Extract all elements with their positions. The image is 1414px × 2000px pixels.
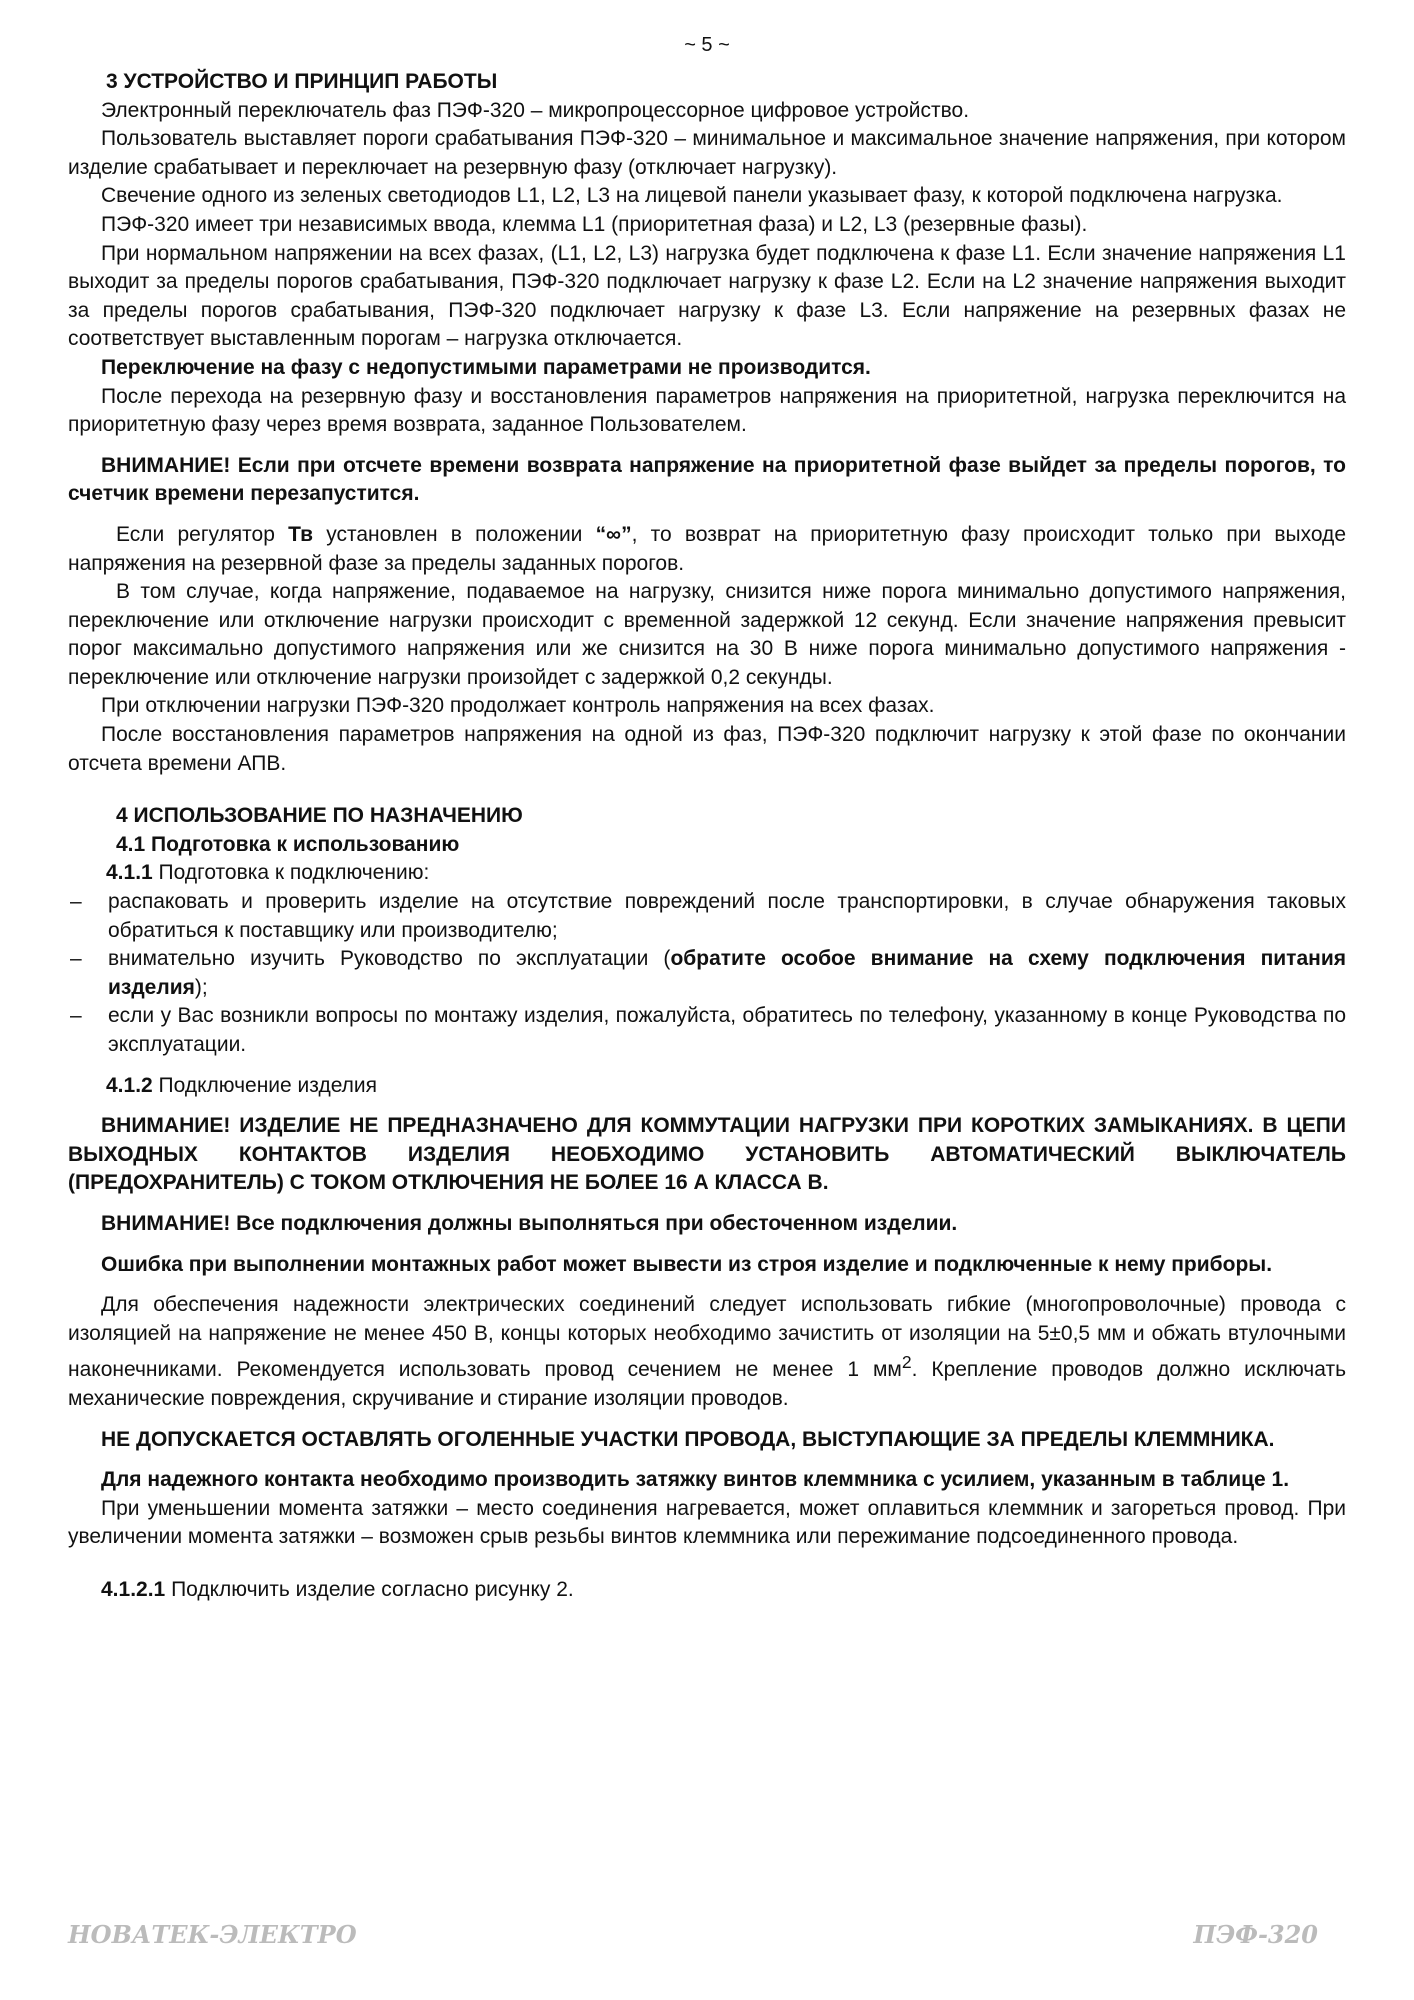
paragraph [68, 1112, 1346, 1198]
paragraph [68, 97, 1346, 126]
text-run: установлен в положении [313, 522, 596, 546]
paragraph [68, 521, 1346, 578]
text-run: При отключении нагрузки ПЭФ-320 продолжает контроль напряжения на всех фазах. [101, 694, 935, 718]
paragraph [68, 1072, 1346, 1101]
text-run: В том случае, когда напряжение, подаваемое на нагрузку, снизится ниже порога минимально допустимого напряжения, переключение или отключение нагрузки происходит с временной задержкой 12 секунд. Если значение напряжения превысит порог максимально допустимого напряжения или же снизится на 30 В ниже порога минимально допустимого напряжения - переключение или отключение нагрузки произойдет с задержкой 0,2 секунды. [68, 580, 1346, 689]
paragraph [68, 1426, 1346, 1455]
bold-text: 4.1.1 [106, 861, 153, 885]
paragraph [68, 692, 1346, 721]
bold-text: 4 ИСПОЛЬЗОВАНИЕ ПО НАЗНАЧЕНИЮ [116, 804, 523, 828]
bold-text: Для надежного контакта необходимо производить затяжку винтов клеммника с усилием, указанным в таблице 1. [101, 1468, 1290, 1492]
list-item-text [108, 1002, 1346, 1059]
list-item [68, 945, 1346, 1002]
text-run: При уменьшении момента затяжки – место соединения нагревается, может оплавиться клеммник и загореться провод. При увеличении момента затяжки – возможен срыв резьбы винтов клеммника или пережимание подсоединенного провода. [68, 1496, 1346, 1549]
section-heading [68, 68, 1346, 97]
footer-product: ПЭФ-320 [1193, 1920, 1318, 1949]
paragraph [68, 721, 1346, 778]
paragraph [68, 125, 1346, 182]
text-run: . Крепление проводов должно исключать механические повреждения, скручивание и стирание изоляции проводов. [68, 1358, 1347, 1410]
page-number: ~ 5 ~ [684, 34, 730, 56]
text-run: Подключение изделия [152, 1073, 378, 1097]
bold-text: 3 УСТРОЙСТВО И ПРИНЦИП РАБОТЫ [106, 70, 498, 93]
text-run: Свечение одного из зеленых светодиодов L1, L2, L3 на лицевой панели указывает фазу, к которой подключена нагрузка. [101, 184, 1283, 208]
list-bullet: – [70, 890, 82, 914]
paragraph [68, 1466, 1346, 1495]
text-run: После восстановления параметров напряжения на одной из фаз, ПЭФ-320 подключит нагрузку к этой фазе по окончании отсчета времени АПВ. [68, 723, 1346, 775]
paragraph [68, 1291, 1346, 1413]
text-run: Для обеспечения надежности электрических соединений следует использовать гибкие (многопроволочные) провода с изоляцией на напряжение не менее 450 В, концы которых необходимо зачистить от изоляции на 5±0,5 мм и обжать втулочными наконечниками. Рекомендуется использовать провод сечением не менее 1 мм [68, 1293, 1346, 1382]
text-run: если у Вас возникли вопросы по монтажу изделия, пожалуйста, обратитесь по телефону, указанному в конце Руководства по эксплуатации. [108, 1004, 1346, 1056]
paragraph [68, 1495, 1346, 1552]
bold-text: “∞” [595, 522, 632, 546]
bold-text: ВНИМАНИЕ! ИЗДЕЛИЕ НЕ ПРЕДНАЗНАЧЕНО ДЛЯ КОММУТАЦИИ НАГРУЗКИ ПРИ КОРОТКИХ ЗАМЫКАНИЯХ. В ЦЕПИ ВЫХОДНЫХ КОНТАКТОВ ИЗДЕЛИЯ НЕОБХОДИМО УСТАНОВИТЬ АВТОМАТИЧЕСКИЙ ВЫКЛЮЧАТЕЛЬ (ПРЕДОХРАНИТЕЛЬ) С ТОКОМ ОТКЛЮЧЕНИЯ НЕ БОЛЕЕ 16 А КЛАССА В. [68, 1114, 1346, 1195]
paragraph [68, 1576, 1346, 1605]
text-run: внимательно изучить Руководство по эксплуатации ( [108, 947, 671, 971]
paragraph [68, 1210, 1346, 1239]
text-run: ); [194, 975, 208, 999]
paragraph [68, 859, 1346, 888]
paragraph [68, 211, 1346, 240]
document-body [68, 68, 1346, 1605]
bold-text: 4.1.2.1 [101, 1577, 166, 1601]
bold-text: Тв [288, 522, 314, 546]
bold-text: 4.1 Подготовка к использованию [116, 832, 460, 856]
text-run: Пользователь выставляет пороги срабатывания ПЭФ-320 – минимальное и максимальное значение напряжения, при котором изделие срабатывает и переключает на резервную фазу (отключает нагрузку). [68, 127, 1346, 179]
bold-text: Переключение на фазу с недопустимыми параметрами не производится. [101, 355, 871, 379]
bold-text: обратите особое внимание на схему подключения питания изделия [108, 947, 1346, 999]
paragraph [68, 452, 1346, 509]
section-heading [68, 831, 1346, 860]
text-run: ПЭФ-320 имеет три независимых ввода, клемма L1 (приоритетная фаза) и L2, L3 (резервные фазы). [101, 212, 1088, 236]
paragraph [68, 240, 1346, 354]
text-run: При нормальном напряжении на всех фазах, (L1, L2, L3) нагрузка будет подключена к фазе L1. Если значение напряжения L1 выходит за пределы порогов срабатывания, ПЭФ-320 подключает нагрузку к фазе L2. Если на L2 значение напряжения выходит за пределы порогов срабатывания, ПЭФ-320 подключает нагрузку к фазе L3. Если напряжение на резервных фазах не соответствует выставленным порогам – нагрузка отключается. [68, 241, 1346, 351]
paragraph [68, 383, 1346, 440]
list-bullet: – [70, 947, 82, 971]
paragraph [68, 1251, 1346, 1280]
text-run: 2 [901, 1352, 912, 1373]
footer-brand: НОВАТЕК-ЭЛЕКТРО [68, 1920, 357, 1949]
list-item-text [108, 888, 1346, 945]
list-bullet: – [70, 1004, 82, 1028]
list-item [68, 1002, 1346, 1059]
text-run: , то возврат на приоритетную фазу происходит только при выходе напряжения на резервной фазе за пределы заданных порогов. [68, 522, 1346, 575]
text-run: Если регулятор [116, 522, 289, 546]
text-run: Подготовка к подключению: [152, 861, 430, 885]
section-heading [68, 802, 1346, 831]
list-item [68, 888, 1346, 945]
paragraph [68, 354, 1346, 383]
paragraph [68, 182, 1346, 211]
list-item-text [108, 945, 1346, 1002]
paragraph [68, 578, 1346, 692]
text-run: Электронный переключатель фаз ПЭФ-320 – микропроцессорное цифровое устройство. [101, 98, 970, 122]
bold-text: Ошибка при выполнении монтажных работ может вывести из строя изделие и подключенные к нему приборы. [101, 1252, 1273, 1276]
bold-text: ВНИМАНИЕ! Если при отсчете времени возврата напряжение на приоритетной фазе выйдет за пределы порогов, то счетчик времени перезапустится. [68, 453, 1346, 506]
bold-text: НЕ ДОПУСКАЕТСЯ ОСТАВЛЯТЬ ОГОЛЕННЫЕ УЧАСТКИ ПРОВОДА, ВЫСТУПАЮЩИЕ ЗА ПРЕДЕЛЫ КЛЕММНИКА. [101, 1427, 1275, 1451]
text-run: распаковать и проверить изделие на отсутствие повреждений после транспортировки, в случае обнаружения таковых обратиться к поставщику или производителю; [108, 890, 1346, 942]
text-run: После перехода на резервную фазу и восстановления параметров напряжения на приоритетной, нагрузка переключится на приоритетную фазу через время возврата, заданное Пользователем. [68, 384, 1346, 437]
bold-text: ВНИМАНИЕ! Все подключения должны выполняться при обесточенном изделии. [101, 1211, 958, 1235]
text-run: Подключить изделие согласно рисунку 2. [165, 1577, 574, 1601]
bold-text: 4.1.2 [106, 1073, 153, 1097]
